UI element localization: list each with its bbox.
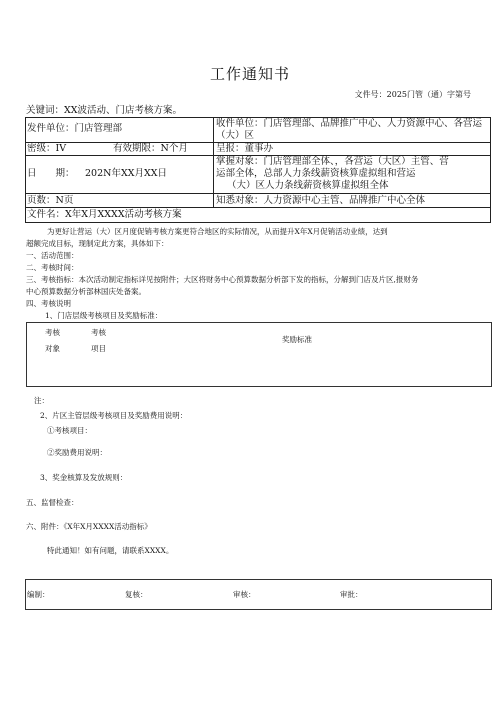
control-object-line3: （大）区人力条线薪资核算虚拟组全体 — [227, 180, 389, 191]
column-header-reward: 奖励标准 — [282, 335, 312, 344]
section-attachment: 六、附件：《X年X月XXXX活动指标》 — [26, 522, 152, 531]
filename-cell: 文件名：X年X月XXXX活动考核方案 — [27, 209, 182, 220]
table-border-left — [25, 117, 26, 222]
table-column-divider — [213, 117, 214, 207]
district-reward-explanation: ②奖励费用说明： — [47, 448, 107, 457]
document-number: 文件号：2025门管（通）字第号 — [354, 90, 471, 99]
intro-line2: 超额完成目标，现制定此方案，具体如下： — [26, 239, 169, 248]
section-indicator-line2: 中心预算数据分析部林国庆处备案。 — [26, 287, 146, 296]
signature-edit: 编制： — [27, 590, 50, 599]
store-level-heading: 1、门店层级考核项目及奖励标准： — [45, 311, 163, 320]
note-label: 注： — [34, 396, 49, 405]
table-row-divider — [25, 193, 491, 194]
intro-line1: 为更好让营运（大）区月度促销考核方案更符合地区的实际情况，从而提升X年X月促销活动业绩，达到 — [47, 227, 388, 236]
valid-period-cell: 有效期限：N个月 — [113, 143, 188, 154]
section-supervision: 五、监督检查： — [26, 498, 79, 507]
keywords-line: 关键词：XX波活动、门店考核方案。 — [26, 105, 183, 116]
issuer-cell: 发件单位：门店管理部 — [27, 123, 123, 134]
notify-object-cell: 知悉对象：人力资源中心主管、品牌推广中心全体 — [216, 195, 426, 206]
section-indicator-line1: 三、考核指标：本次活动制定指标详见按附件；大区将财务中心预算数据分析部下发的指标，分解到门店及片区,报财务 — [26, 275, 419, 284]
column-header-item: 考核 项目 — [91, 328, 106, 353]
date-value: 202N年XX月XX日 — [85, 168, 167, 179]
document-title: 工作通知书 — [209, 65, 290, 83]
signature-approve: 审批： — [340, 590, 363, 599]
control-object-line1: 掌握对象：门店管理部全体、，各营运（大区）主管、营 — [216, 156, 449, 167]
column-header-object: 考核 对象 — [45, 328, 60, 353]
section-assessment: 四、考核说明 — [26, 299, 71, 308]
section-scope: 一、活动范围： — [26, 251, 79, 260]
date-label: 日 期： — [27, 168, 75, 179]
table-row-divider — [25, 207, 491, 208]
signature-table — [25, 579, 492, 610]
control-object-line2: 运部全体，总部人力条线薪资核算虚拟组和营运 — [216, 168, 416, 179]
recipients-cell: 收件单位：门店管理部、品牌推广中心、人力资源中心、各营运（大）区 — [216, 118, 483, 141]
district-level-heading: 2、片区主管层级考核项目及奖励费用说明： — [40, 411, 188, 420]
district-assessment-items: ①考核项目： — [47, 426, 92, 435]
table-border-right — [490, 117, 491, 222]
report-to-cell: 呈报：董事办 — [216, 143, 274, 154]
table-border-bottom — [25, 222, 491, 223]
signature-review: 复核： — [125, 590, 148, 599]
bonus-rules: 3、奖金核算及发放规则： — [40, 473, 128, 482]
section-time: 二、考核时间： — [26, 263, 79, 272]
pages-cell: 页数：N页 — [27, 195, 74, 206]
secret-level-cell: 密级：IV — [27, 143, 67, 154]
signature-audit: 审核： — [233, 590, 256, 599]
closing-notice: 特此通知！如有问题，请联系XXXX。 — [47, 546, 174, 555]
